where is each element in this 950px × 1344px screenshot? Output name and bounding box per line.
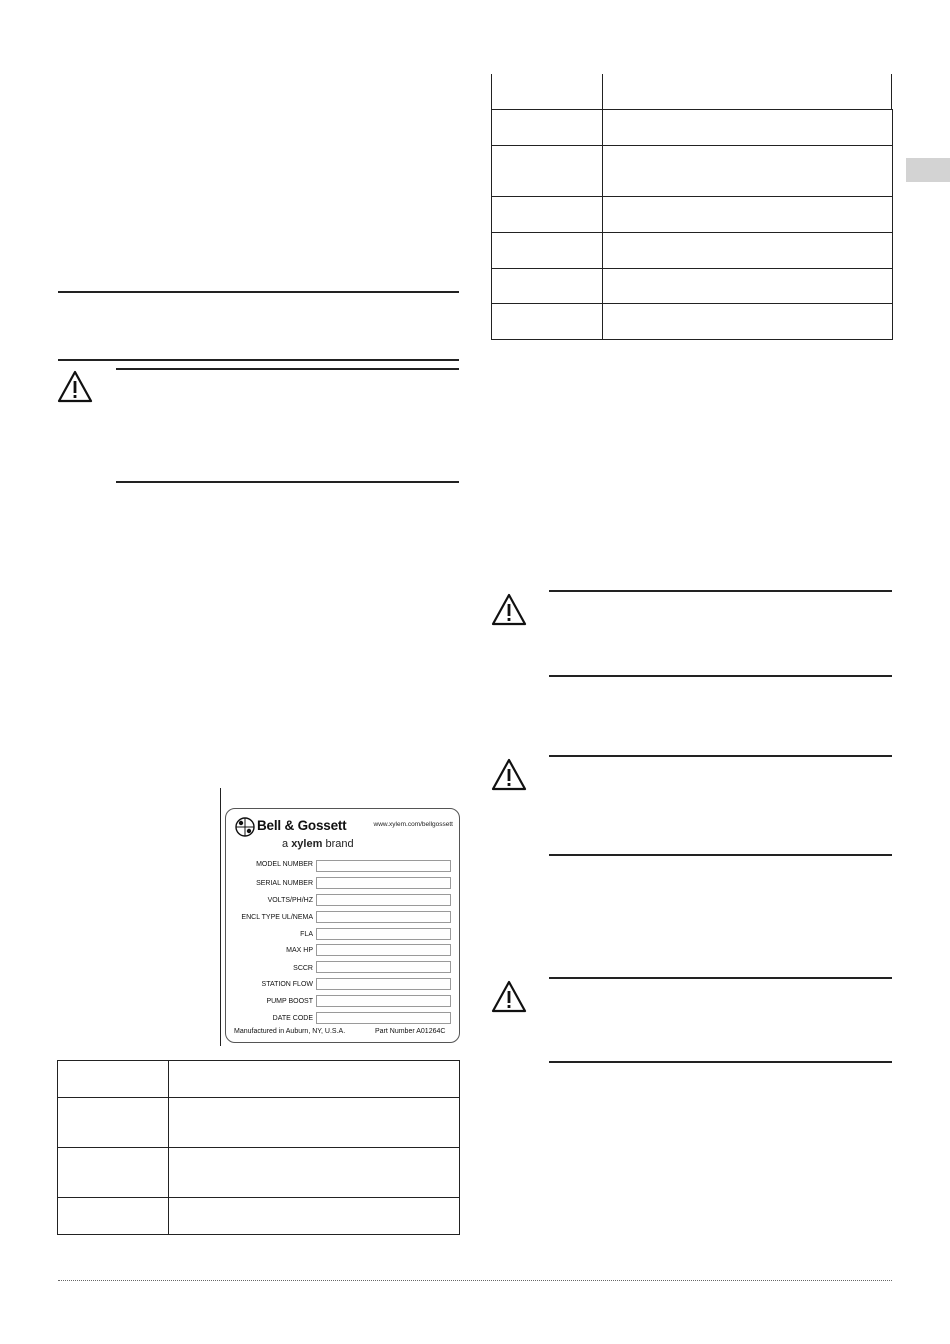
table-cell bbox=[169, 1098, 460, 1148]
field-label: FLA bbox=[300, 931, 313, 938]
table-cell bbox=[492, 233, 603, 269]
field-label: DATE CODE bbox=[272, 1015, 313, 1022]
warning-top-rule bbox=[116, 368, 459, 370]
table-cell bbox=[492, 146, 603, 197]
table-row bbox=[58, 1198, 460, 1235]
right-table bbox=[491, 109, 893, 340]
section-heading-rule bbox=[58, 359, 459, 361]
table-cell bbox=[169, 1198, 460, 1235]
warning-top-rule bbox=[549, 590, 892, 592]
warning-bottom-rule bbox=[116, 481, 459, 483]
table-row bbox=[492, 233, 893, 269]
table-cell bbox=[492, 304, 603, 340]
table-cell bbox=[603, 269, 893, 304]
field-label: VOLTS/PH/HZ bbox=[267, 897, 313, 904]
field-box bbox=[316, 978, 451, 990]
table-cell bbox=[169, 1148, 460, 1198]
tagline-prefix: a bbox=[282, 838, 289, 850]
brand-tagline bbox=[282, 838, 354, 850]
table-cell bbox=[58, 1061, 169, 1098]
table-row bbox=[492, 146, 893, 197]
field-label: SCCR bbox=[293, 965, 313, 972]
warning-top-rule bbox=[549, 755, 892, 757]
table-top-edge-mid bbox=[602, 74, 603, 110]
table-cell bbox=[603, 304, 893, 340]
table-cell bbox=[58, 1198, 169, 1235]
table-cell bbox=[603, 110, 893, 146]
field-label: PUMP BOOST bbox=[266, 998, 313, 1005]
figure-divider-line bbox=[220, 788, 221, 1046]
warning-triangle-icon bbox=[57, 370, 93, 404]
table-cell bbox=[492, 110, 603, 146]
table-cell bbox=[58, 1098, 169, 1148]
brand-name: Bell & Gossett bbox=[257, 818, 347, 833]
table-row bbox=[58, 1061, 460, 1098]
field-label: ENCL TYPE UL/NEMA bbox=[241, 914, 313, 921]
brand-row bbox=[235, 817, 346, 837]
table-row bbox=[492, 269, 893, 304]
table-cell bbox=[169, 1061, 460, 1098]
warning-bottom-rule bbox=[549, 675, 892, 677]
warning-top-rule bbox=[549, 977, 892, 979]
table-row bbox=[58, 1098, 460, 1148]
footer-dotted-rule bbox=[58, 1280, 892, 1281]
table-row bbox=[58, 1148, 460, 1198]
field-box bbox=[316, 961, 451, 973]
section-side-tab bbox=[906, 158, 950, 182]
field-box bbox=[316, 877, 451, 889]
field-box bbox=[316, 911, 451, 923]
field-box bbox=[316, 995, 451, 1007]
field-box bbox=[316, 928, 451, 940]
table-cell bbox=[603, 197, 893, 233]
field-box bbox=[316, 944, 451, 956]
table-top-edge-left bbox=[491, 74, 492, 110]
table-cell bbox=[58, 1148, 169, 1198]
bell-gossett-logo-icon bbox=[235, 817, 255, 837]
left-table bbox=[57, 1060, 460, 1235]
tagline-suffix: brand bbox=[325, 838, 354, 850]
table-row bbox=[492, 304, 893, 340]
table-row bbox=[492, 197, 893, 233]
field-box bbox=[316, 894, 451, 906]
section-top-rule bbox=[58, 291, 459, 293]
field-label: MODEL NUMBER bbox=[256, 861, 313, 868]
table-cell bbox=[492, 269, 603, 304]
part-number: Part Number A01264C bbox=[375, 1028, 446, 1035]
table-top-edge-right bbox=[891, 74, 892, 110]
warning-triangle-icon bbox=[491, 980, 527, 1014]
manufactured-note: Manufactured in Auburn, NY, U.S.A. bbox=[234, 1028, 346, 1035]
brand-url: www.xylem.com/bellgossett bbox=[373, 821, 453, 828]
warning-bottom-rule bbox=[549, 1061, 892, 1063]
table-cell bbox=[492, 197, 603, 233]
nameplate-label bbox=[225, 808, 460, 1043]
field-box bbox=[316, 860, 451, 872]
field-label: MAX HP bbox=[286, 947, 313, 954]
field-label: STATION FLOW bbox=[261, 981, 313, 988]
warning-triangle-icon bbox=[491, 593, 527, 627]
warning-bottom-rule bbox=[549, 854, 892, 856]
table-cell bbox=[603, 233, 893, 269]
warning-triangle-icon bbox=[491, 758, 527, 792]
field-box bbox=[316, 1012, 451, 1024]
field-label: SERIAL NUMBER bbox=[256, 880, 313, 887]
table-cell bbox=[603, 146, 893, 197]
tagline-brand: xylem bbox=[291, 838, 323, 850]
table-row bbox=[492, 110, 893, 146]
